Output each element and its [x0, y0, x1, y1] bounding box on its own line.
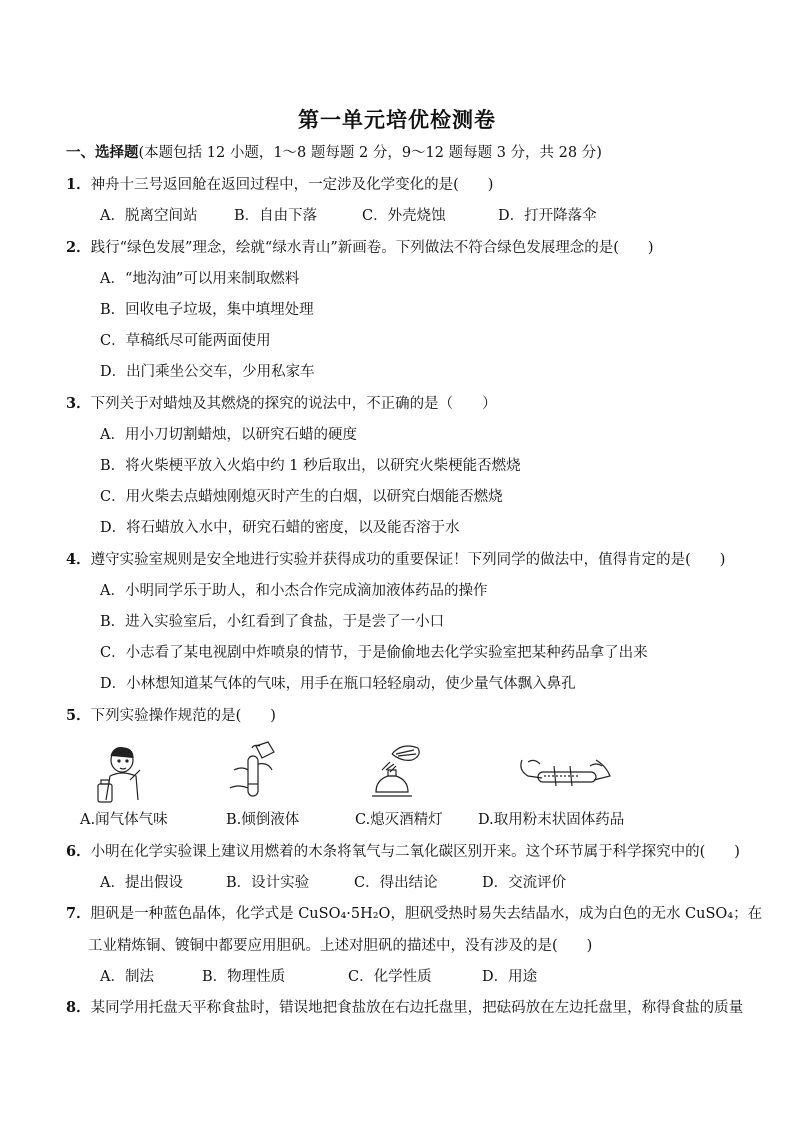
take-powder-illustration	[514, 740, 624, 804]
figure-d-caption: D.取用粉末状固体药品	[478, 812, 625, 828]
option-c: C．用火柴去点蜡烛刚熄灭时产生的白烟，以研究白烟能否燃烧	[100, 489, 503, 505]
option-a: A．脱离空间站	[100, 208, 198, 224]
option-a: A．用小刀切割蜡烛，以研究石蜡的硬度	[100, 427, 357, 443]
question-text: 下列关于对蜡烛及其燃烧的探究的说法中，不正确的是（ ）	[90, 396, 497, 412]
question-text: 下列实验操作规范的是( )	[90, 708, 276, 724]
option-b: B．物理性质	[202, 969, 286, 985]
pour-liquid-illustration	[222, 740, 282, 804]
section-heading	[66, 143, 744, 163]
option-a: A．小明同学乐于助人，和小杰合作完成滴加液体药品的操作	[100, 583, 488, 599]
question-6-options	[100, 873, 566, 893]
option-a: A．制法	[100, 969, 154, 985]
option-c: C．化学性质	[348, 969, 432, 985]
question-number: 2．	[66, 239, 91, 256]
question-2	[66, 238, 744, 258]
option-c: C．小志看了某电视剧中炸喷泉的情节，于是偷偷地去化学实验室把某种药品拿了出来	[100, 645, 648, 661]
question-number: 3．	[66, 395, 91, 412]
question-number: 1．	[66, 176, 91, 193]
section-heading-label: 一、选择题	[66, 144, 139, 161]
question-7-options	[100, 967, 537, 987]
question-text: 践行“绿色发展”理念，绘就“绿水青山”新画卷。下列做法不符合绿色发展理念的是( )	[90, 240, 654, 256]
option-d: D．小林想知道某气体的气味，用手在瓶口轻轻扇动，使少量气体飘入鼻孔	[100, 676, 576, 692]
question-text: 遵守实验室规则是安全地进行实验并获得成功的重要保证！下列同学的做法中，值得肯定的是( )	[90, 552, 726, 568]
option-c: C．外壳烧蚀	[362, 208, 446, 224]
option-d: D．打开降落伞	[498, 208, 597, 224]
question-number: 7．	[66, 905, 91, 922]
figure-a-caption: A.闻气体气味	[80, 812, 168, 828]
page-title: 第一单元培优检测卷	[298, 107, 496, 132]
option-a: A．“地沟油”可以用来制取燃料	[100, 271, 300, 287]
question-6	[66, 842, 744, 862]
option-b: B．进入实验室后，小红看到了食盐，于是尝了一小口	[100, 614, 445, 630]
option-d: D．用途	[482, 969, 538, 985]
option-b: B．将火柴梗平放入火焰中约 1 秒后取出，以研究火柴梗能否燃烧	[100, 458, 521, 474]
option-b: B．自由下落	[234, 208, 318, 224]
question-text: 胆矾是一种蓝色晶体，化学式是 CuSO₄·5H₂O，胆矾受热时易失去结晶水，成为白色的无水 CuSO₄；在	[90, 906, 763, 922]
smell-gas-illustration	[92, 740, 152, 804]
question-5	[66, 706, 744, 726]
question-number: 4．	[66, 551, 91, 568]
option-d: D．交流评价	[482, 875, 567, 891]
question-7	[66, 904, 763, 924]
option-c: C．草稿纸尽可能两面使用	[100, 333, 271, 349]
question-text: 某同学用托盘天平称食盐时，错误地把食盐放在右边托盘里，把砝码放在左边托盘里，称得食盐的质量	[90, 1000, 744, 1016]
figure-c-caption: C.熄灭酒精灯	[355, 812, 443, 828]
question-1-options	[100, 206, 597, 226]
question-3	[66, 394, 744, 414]
section-note: (本题包括 12 小题，1～8 题每题 2 分，9～12 题每题 3 分，共 28 分)	[138, 145, 602, 161]
question-text: 神舟十三号返回舱在返回过程中，一定涉及化学变化的是( )	[90, 177, 494, 193]
option-a: A．提出假设	[100, 875, 183, 891]
question-1	[66, 175, 744, 195]
question-number: 6．	[66, 843, 91, 860]
option-b: B．设计实验	[226, 875, 310, 891]
question-4	[66, 550, 744, 570]
question-number: 5．	[66, 707, 91, 724]
extinguish-lamp-illustration	[362, 740, 442, 804]
question-8	[66, 998, 744, 1018]
option-d: D．将石蜡放入水中，研究石蜡的密度，以及能否溶于水	[100, 520, 460, 536]
question-7-continued: 工业精炼铜、镀铜中都要应用胆矾。上述对胆矾的描述中，没有涉及的是( )	[88, 938, 593, 954]
option-d: D．出门乘坐公交车，少用私家车	[100, 364, 315, 380]
question-text: 小明在化学实验课上建议用燃着的木条将氧气与二氧化碳区别开来。这个环节属于科学探究中的( )	[90, 844, 740, 860]
option-c: C．得出结论	[354, 875, 438, 891]
question-number: 8．	[66, 999, 91, 1016]
option-b: B．回收电子垃圾，集中填埋处理	[100, 302, 314, 318]
figure-b-caption: B.倾倒液体	[226, 812, 300, 828]
